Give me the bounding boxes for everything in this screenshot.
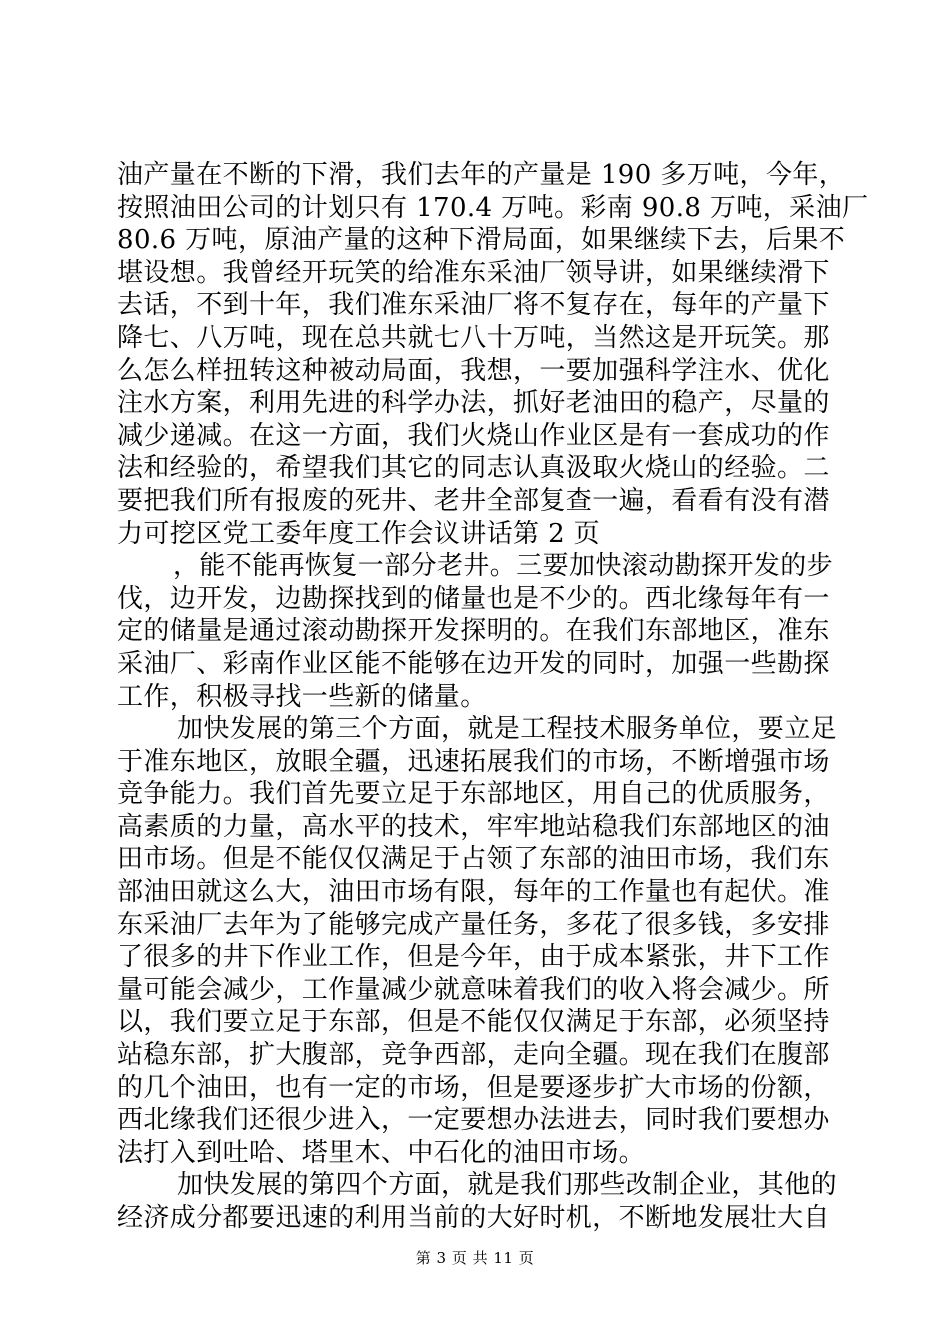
text-line: 东采油厂去年为了能够完成产量任务，多花了很多钱，多安排 bbox=[117, 909, 830, 940]
text-line: ，能不能再恢复一部分老井。三要加快滚动勘探开发的步 bbox=[173, 551, 834, 582]
text-line: 西北缘我们还很少进入，一定要想办法进去，同时我们要想办 bbox=[117, 1105, 830, 1136]
text-line: 量可能会减少，工作量减少就意味着我们的收入将会减少。所 bbox=[117, 974, 830, 1005]
text-line: 注水方案，利用先进的科学办法，抓好老油田的稳产，尽量的 bbox=[117, 388, 830, 419]
text-line: 伐，边开发，边勘探找到的储量也是不少的。西北缘每年有一 bbox=[117, 583, 830, 614]
text-line: 要把我们所有报废的死井、老井全部复查一遍，看看有没有潜 bbox=[117, 485, 830, 516]
text-line: 的几个油田，也有一定的市场，但是要逐步扩大市场的份额， bbox=[117, 1072, 830, 1103]
text-line: 法打入到吐哈、塔里木、中石化的油田市场。 bbox=[117, 1137, 646, 1168]
text-line: 加快发展的第四个方面，就是我们那些改制企业，其他的 bbox=[177, 1170, 838, 1201]
text-line: 法和经验的，希望我们其它的同志认真汲取火烧山的经验。二 bbox=[117, 453, 830, 484]
text-line: 降七、八万吨，现在总共就七八十万吨，当然这是开玩笑。那 bbox=[117, 322, 830, 353]
text-line: 力可挖区党工委年度工作会议讲话第 2 页 bbox=[117, 518, 601, 549]
text-line: 高素质的力量，高水平的技术，牢牢地站稳我们东部地区的油 bbox=[117, 811, 830, 842]
text-line: 以，我们要立足于东部，但是不能仅仅满足于东部，必须坚持 bbox=[117, 1007, 830, 1038]
page-footer: 第 3 页 共 11 页 bbox=[415, 1249, 535, 1267]
text-line: 于准东地区，放眼全疆，迅速拓展我们的市场，不断增强市场 bbox=[117, 746, 830, 777]
text-line: 经济成分都要迅速的利用当前的大好时机，不断地发展壮大自 bbox=[117, 1203, 830, 1233]
text-line: 站稳东部，扩大腹部，竞争西部，走向全疆。现在我们在腹部 bbox=[117, 1040, 830, 1071]
text-line: 定的储量是通过滚动勘探开发探明的。在我们东部地区，准东 bbox=[117, 616, 830, 647]
text-line: 竞争能力。我们首先要立足于东部地区，用自己的优质服务， bbox=[117, 779, 830, 810]
text-line: 去话，不到十年，我们准东采油厂将不复存在，每年的产量下 bbox=[117, 290, 830, 321]
document-body bbox=[117, 159, 869, 1235]
text-line: 采油厂、彩南作业区能不能够在边开发的同时，加强一些勘探 bbox=[117, 648, 830, 679]
text-line: 工作，积极寻找一些新的储量。 bbox=[117, 681, 487, 712]
text-line: 油产量在不断的下滑，我们去年的产量是 190 多万吨，今年， bbox=[117, 160, 846, 190]
text-line: 部油田就这么大，油田市场有限，每年的工作量也有起伏。准 bbox=[117, 877, 830, 908]
text-line: 了很多的井下作业工作，但是今年，由于成本紧张，井下工作 bbox=[117, 942, 830, 973]
text-line: 么怎么样扭转这种被动局面，我想，一要加强科学注水、优化 bbox=[117, 355, 830, 386]
text-line: 加快发展的第三个方面，就是工程技术服务单位，要立足 bbox=[177, 714, 838, 745]
text-line: 80.6 万吨，原油产量的这种下滑局面，如果继续下去，后果不 bbox=[117, 225, 846, 256]
text-line: 按照油田公司的计划只有 170.4 万吨。彩南 90.8 万吨，采油厂 bbox=[117, 192, 869, 223]
text-line: 田市场。但是不能仅仅满足于占领了东部的油田市场，我们东 bbox=[117, 844, 830, 875]
text-line: 减少递减。在这一方面，我们火烧山作业区是有一套成功的作 bbox=[117, 420, 830, 451]
text-line: 堪设想。我曾经开玩笑的给准东采油厂领导讲，如果继续滑下 bbox=[117, 257, 830, 288]
